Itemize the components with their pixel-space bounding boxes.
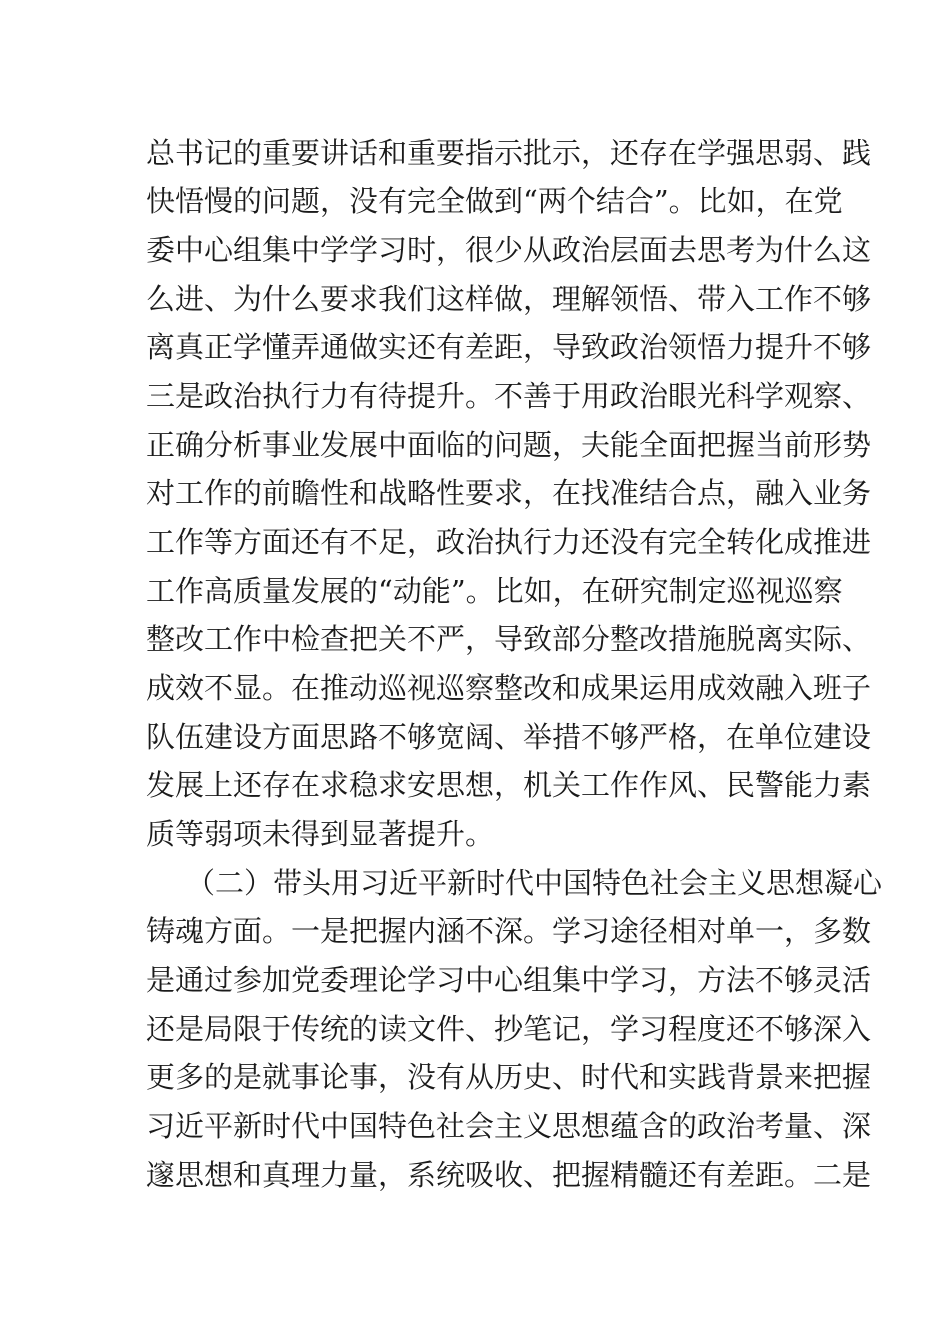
text-line: 铸魂方面。一是把握内涵不深。学习途径相对单一，多数 (146, 914, 872, 948)
text-line: 三是政治执行力有待提升。不善于用政治眼光科学观察、 (146, 379, 872, 413)
text-line: 对工作的前瞻性和战略性要求，在找准结合点，融入业务 (146, 476, 872, 510)
section-heading-line: （二）带头用习近平新时代中国特色社会主义思想凝心 (186, 866, 883, 900)
text-line: 委中心组集中学学习时，很少从政治层面去思考为什么这 (146, 233, 872, 267)
text-line: 更多的是就事论事，没有从历史、时代和实践背景来把握 (146, 1060, 872, 1094)
text-line: 离真正学懂弄通做实还有差距，导致政治领悟力提升不够 (146, 330, 872, 364)
text-line: 工作等方面还有不足，政治执行力还没有完全转化成推进 (146, 525, 872, 559)
text-line: 质等弱项未得到显著提升。 (146, 817, 495, 851)
text-line: 正确分析事业发展中面临的问题，夫能全面把握当前形势 (146, 428, 872, 462)
text-line: 成效不显。在推动巡视巡察整改和成果运用成效融入班子 (146, 671, 872, 705)
text-line: 习近平新时代中国特色社会主义思想蕴含的政治考量、深 (146, 1109, 872, 1143)
text-line: 还是局限于传统的读文件、抄笔记，学习程度还不够深入 (146, 1012, 872, 1046)
text-line: 是通过参加党委理论学习中心组集中学习，方法不够灵活 (146, 963, 872, 997)
text-line: 队伍建设方面思路不够宽阔、举措不够严格，在单位建设 (146, 720, 872, 754)
text-line: 快悟慢的问题，没有完全做到“两个结合”。比如，在党 (146, 184, 843, 218)
text-line: 工作高质量发展的“动能”。比如，在研究制定巡视巡察 (146, 574, 843, 608)
text-line: 总书记的重要讲话和重要指示批示，还存在学强思弱、践 (146, 136, 872, 170)
text-line: 发展上还存在求稳求安思想，机关工作作风、民警能力素 (146, 768, 872, 802)
text-line: 邃思想和真理力量，系统吸收、把握精髓还有差距。二是 (146, 1158, 872, 1192)
text-line: 么进、为什么要求我们这样做，理解领悟、带入工作不够 (146, 282, 872, 316)
text-line: 整改工作中检查把关不严，导致部分整改措施脱离实际、 (146, 622, 872, 656)
